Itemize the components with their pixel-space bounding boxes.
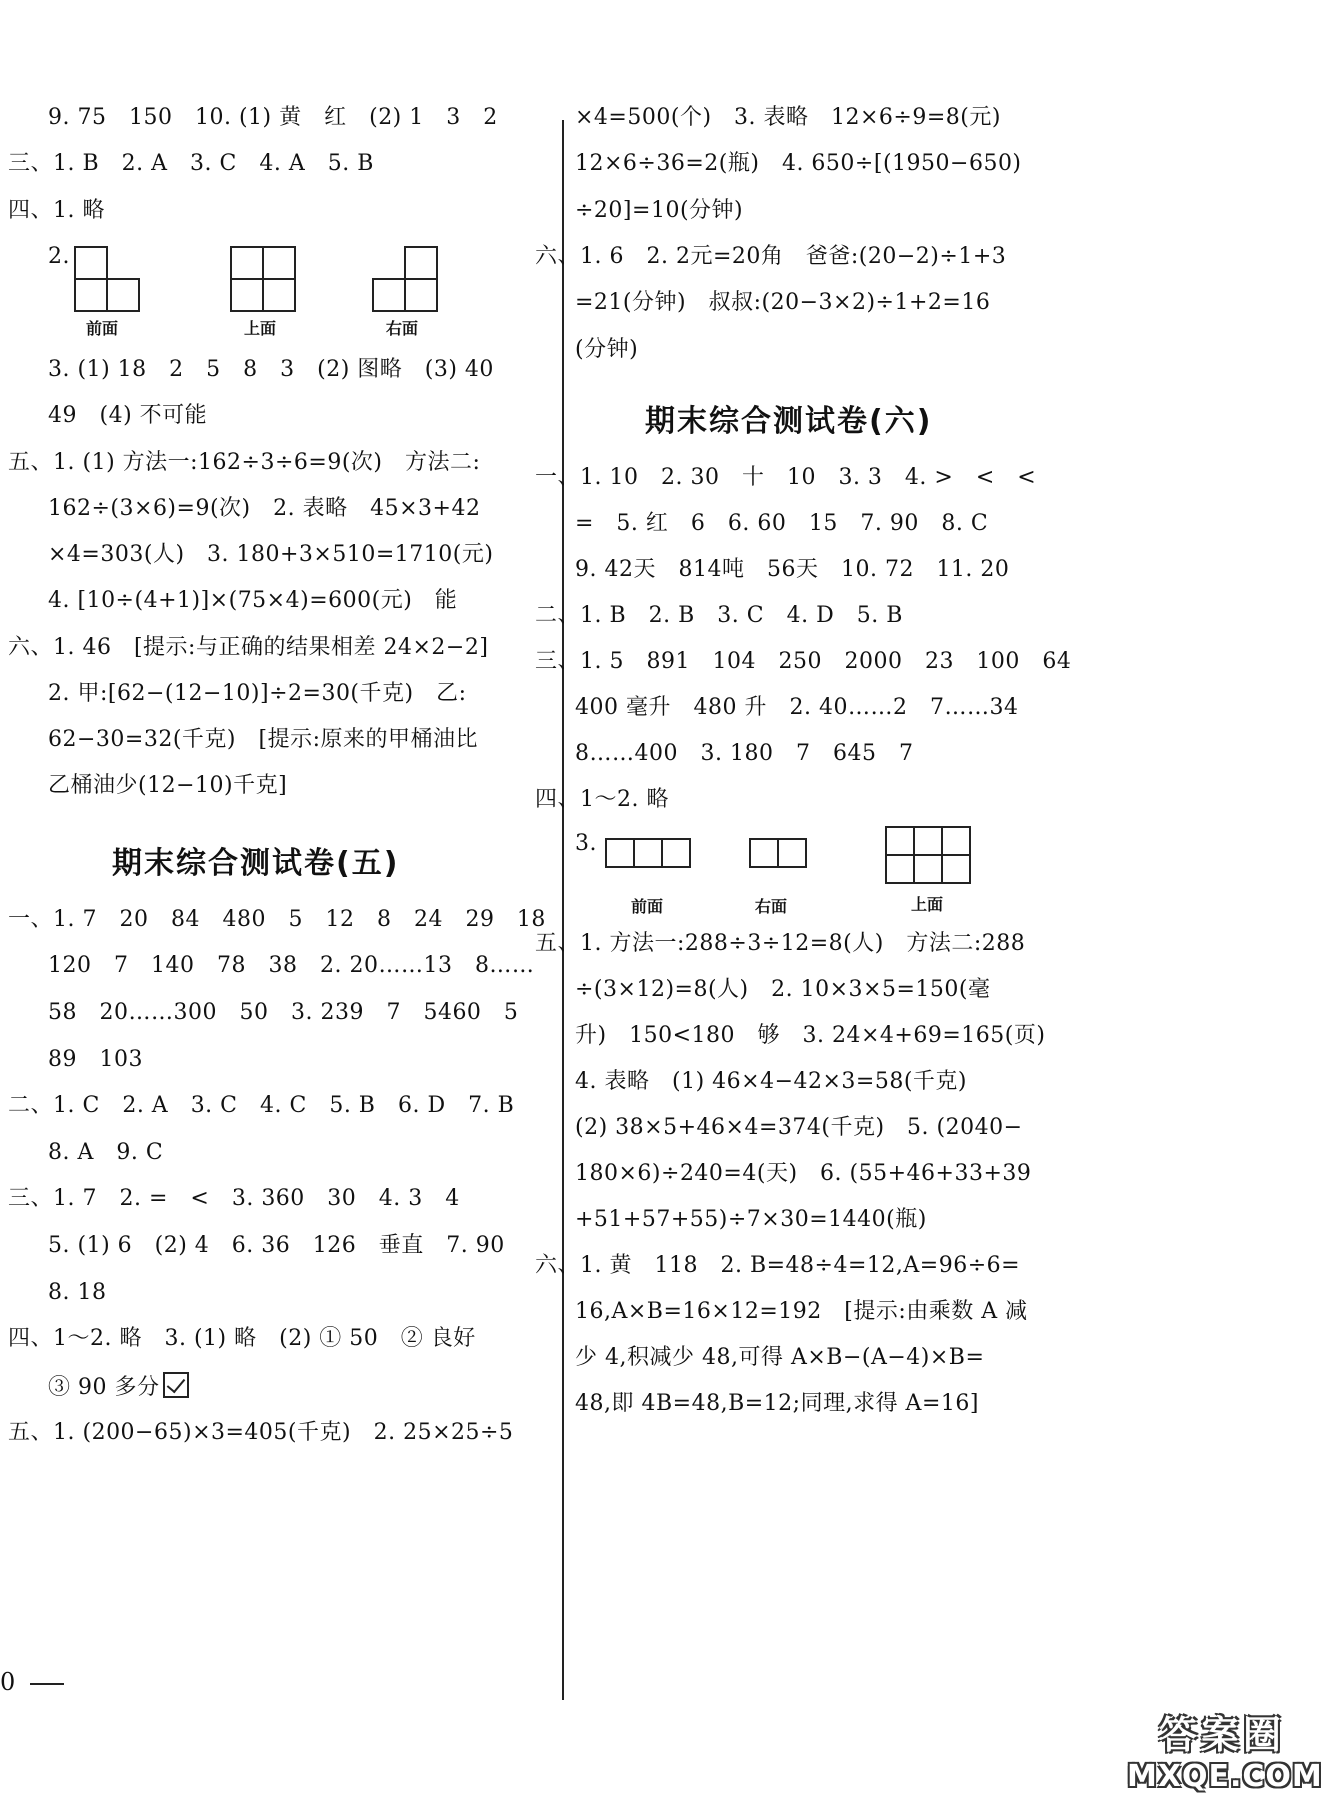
figure-caption: 上面: [911, 895, 944, 914]
answer-line: 58 20……300 50 3. 239 7 5460 5: [48, 1000, 519, 1025]
answer-line: 9. 42天 814吨 56天 10. 72 11. 20: [575, 557, 1010, 582]
answer-line: ÷(3×12)=8(人) 2. 10×3×5=150(毫: [575, 977, 991, 1002]
right-view-figure: [372, 246, 440, 336]
answer-line: 8. A 9. C: [48, 1140, 164, 1165]
answer-line: 16,A×B=16×12=192 [提示:由乘数 A 减: [575, 1299, 1028, 1324]
answer-line: (2) 38×5+46×4=374(千克) 5. (2040−: [575, 1115, 1023, 1140]
front-view-figure: [605, 838, 705, 918]
answer-line: 5. (1) 6 (2) 4 6. 36 126 垂直 7. 90: [48, 1233, 505, 1258]
column-divider: [562, 120, 564, 1700]
figure-caption: 前面: [631, 897, 664, 916]
answer-line: 120 7 140 78 38 2. 20……13 8……: [48, 953, 535, 978]
answer-text: ③ 90 多分: [48, 1375, 160, 1400]
answer-line: ×4=303(人) 3. 180+3×510=1710(元): [48, 542, 494, 567]
answer-line: 一、1. 7 20 84 480 5 12 8 24 29 18: [8, 907, 546, 932]
answer-line: 四、1～2. 略: [535, 787, 669, 812]
answer-line: 48,即 4B=48,B=12;同理,求得 A=16]: [575, 1391, 979, 1416]
answer-line: 180×6)÷240=4(天) 6. (55+46+33+39: [575, 1161, 1032, 1186]
answer-line: 62−30=32(千克) [提示:原来的甲桶油比: [48, 727, 479, 752]
answer-line: 二、1. C 2. A 3. C 4. C 5. B 6. D 7. B: [8, 1093, 515, 1118]
answer-line: 89 103: [48, 1047, 143, 1072]
answer-line: =21(分钟) 叔叔:(20−3×2)÷1+2=16: [575, 290, 991, 315]
answer-line: 49 (4) 不可能: [48, 403, 208, 428]
top-view-figure: [230, 246, 298, 336]
front-view-figure: [74, 246, 142, 336]
page-number: 0: [0, 1668, 16, 1696]
answer-line: 12×6÷36=2(瓶) 4. 650÷[(1950−650): [575, 151, 1022, 176]
answer-line: 三、1. 5 891 104 250 2000 23 100 64: [535, 649, 1072, 674]
answer-line: 少 4,积减少 48,可得 A×B−(A−4)×B=: [575, 1345, 985, 1370]
answer-line: 二、1. B 2. B 3. C 4. D 5. B: [535, 603, 903, 628]
answer-line: 2. 甲:[62−(12−10)]÷2=30(千克) 乙:: [48, 681, 467, 706]
answer-line: ÷20]=10(分钟): [575, 198, 744, 223]
page-number-rule: [30, 1683, 64, 1685]
watermark-url: MXQE.COM: [1127, 1759, 1323, 1794]
answer-line: 400 毫升 480 升 2. 40……2 7……34: [575, 695, 1019, 720]
answer-line: 2.: [48, 244, 70, 269]
section-title: 期末综合测试卷(五): [112, 846, 400, 881]
answer-line: 四、1. 略: [8, 198, 105, 223]
answer-line: 4. 表略 (1) 46×4−42×3=58(千克): [575, 1069, 968, 1094]
answer-line: 162÷(3×6)=9(次) 2. 表略 45×3+42: [48, 496, 481, 521]
top-view-figure: [885, 826, 975, 922]
section-title: 期末综合测试卷(六): [645, 404, 933, 439]
answer-line: 一、1. 10 2. 30 十 10 3. 3 4. > < <: [535, 465, 1037, 490]
answer-line: 8……400 3. 180 7 645 7: [575, 741, 914, 766]
answer-line: 六、1. 46 [提示:与正确的结果相差 24×2−2]: [8, 635, 489, 660]
answer-line: +51+57+55)÷7×30=1440(瓶): [575, 1207, 927, 1232]
figure-caption: 前面: [86, 319, 119, 338]
answer-line: 五、1. (1) 方法一:162÷3÷6=9(次) 方法二:: [8, 450, 481, 475]
checkmark-icon: [163, 1372, 189, 1398]
answer-line: 4. [10÷(4+1)]×(75×4)=600(元) 能: [48, 588, 458, 613]
figure-caption: 上面: [244, 319, 277, 338]
answer-line: 五、1. (200−65)×3=405(千克) 2. 25×25÷5: [8, 1420, 514, 1445]
answer-line: 乙桶油少(12−10)千克]: [48, 773, 288, 798]
answer-line: 3.: [575, 831, 597, 856]
answer-line: ×4=500(个) 3. 表略 12×6÷9=8(元): [575, 105, 1001, 130]
watermark-title: 答案圈: [1158, 1713, 1285, 1757]
watermark-logo: [1127, 1704, 1323, 1796]
answer-line: 8. 18: [48, 1280, 107, 1305]
answer-line: 六、1. 黄 118 2. B=48÷4=12,A=96÷6=: [535, 1253, 1021, 1278]
answer-line: 3. (1) 18 2 5 8 3 (2) 图略 (3) 40: [48, 357, 494, 382]
answer-line: 三、1. 7 2. = < 3. 360 30 4. 3 4: [8, 1186, 460, 1211]
answer-line: = 5. 红 6 6. 60 15 7. 90 8. C: [575, 511, 989, 536]
answer-line-with-check: [48, 1372, 189, 1402]
answer-line: 六、1. 6 2. 2元=20角 爸爸:(20−2)÷1+3: [535, 244, 1007, 269]
figure-caption: 右面: [755, 897, 788, 916]
answer-line: 四、1～2. 略 3. (1) 略 (2) ① 50 ② 良好: [8, 1326, 476, 1351]
answer-line: 升) 150<180 够 3. 24×4+69=165(页): [575, 1023, 1046, 1048]
answer-line: (分钟): [575, 337, 639, 362]
figure-caption: 右面: [386, 319, 419, 338]
answer-line: 三、1. B 2. A 3. C 4. A 5. B: [8, 151, 374, 176]
answer-line: 五、1. 方法一:288÷3÷12=8(人) 方法二:288: [535, 931, 1026, 956]
answer-line: 9. 75 150 10. (1) 黄 红 (2) 1 3 2: [48, 105, 498, 130]
right-view-figure: [749, 838, 819, 918]
